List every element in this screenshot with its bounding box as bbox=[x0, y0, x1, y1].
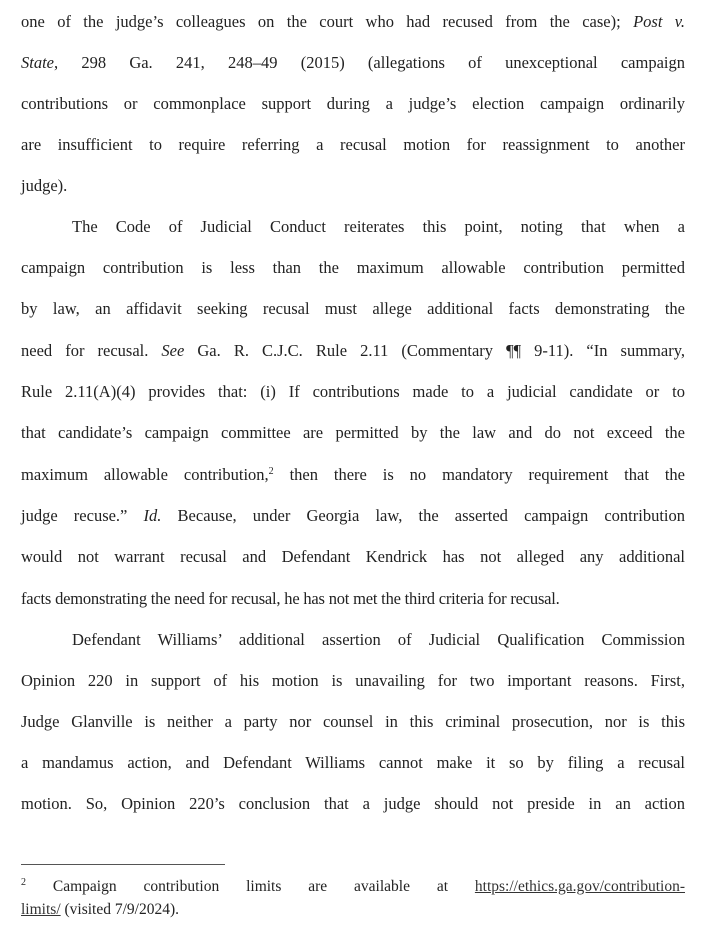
footnote-reference: 2 bbox=[268, 466, 274, 477]
footnote-marker: 2 bbox=[21, 877, 26, 888]
paragraph-first-line: The Code of Judicial Conduct reiterates this point, noting that when a bbox=[72, 217, 685, 236]
text-line: that candidate’s campaign committee are permitted by the law and do not exceed the bbox=[21, 423, 685, 442]
footnote-link-continued[interactable]: limits/ bbox=[21, 901, 61, 918]
text-line: would not warrant recusal and Defendant Kendrick has not alleged any additional bbox=[21, 547, 685, 566]
footnote: $^2$ Campaign contribution limits are available at https://ethics.ga.gov/contribution- bbox=[21, 877, 685, 895]
text-line: judge recuse.” Id. Because, under Georgia law, the asserted campaign contribution bbox=[21, 506, 685, 525]
paragraph-first-line: Defendant Williams’ additional assertion of Judicial Qualification Commission bbox=[72, 630, 685, 649]
text-line: one of the judge’s colleagues on the court who had recused from the case); Post v. bbox=[21, 12, 686, 31]
text-line: Judge Glanville is neither a party nor counsel in this criminal prosecution, nor is this bbox=[21, 712, 685, 731]
text-line: motion. So, Opinion 220’s conclusion that a judge should not preside in an action bbox=[21, 794, 685, 813]
text-line: a mandamus action, and Defendant Williams cannot make it so by filing a recusal bbox=[21, 753, 685, 772]
text-line: facts demonstrating the need for recusal, he has not met the third criteria for recusal. bbox=[21, 589, 560, 608]
text-line: are insufficient to require referring a recusal motion for reassignment to another bbox=[21, 135, 685, 154]
text-line: contributions or commonplace support during a judge’s election campaign ordinarily bbox=[21, 94, 685, 113]
footnote-link[interactable]: https://ethics.ga.gov/contribution- bbox=[474, 878, 685, 895]
text-line: maximum allowable contribution,$^2$ then there is no mandatory requirement that the bbox=[21, 465, 685, 484]
text-line: Rule 2.11(A)(4) provides that: (i) If contributions made to a judicial candidate or to bbox=[21, 382, 685, 401]
text-line: Opinion 220 in support of his motion is unavailing for two important reasons. First, bbox=[21, 671, 685, 690]
footnote-separator bbox=[21, 864, 225, 865]
case-name-italic: State bbox=[21, 53, 54, 72]
text-line: by law, an affidavit seeking recusal must allege additional facts demonstrating the bbox=[21, 299, 685, 318]
text-line: campaign contribution is less than the maximum allowable contribution permitted bbox=[21, 258, 685, 277]
text-line: judge). bbox=[21, 176, 68, 195]
text-line: State, 298 Ga. 241, 248–49 (2015) (allegations of unexceptional campaign bbox=[21, 53, 685, 72]
case-name-italic: Post v. bbox=[633, 12, 686, 31]
signal-italic: See bbox=[161, 341, 185, 360]
footnote: limits/ (visited 7/9/2024). bbox=[21, 901, 180, 918]
signal-italic: Id. bbox=[143, 506, 162, 525]
text-line: need for recusal. See Ga. R. C.J.C. Rule 2.11 (Commentary ¶¶ 9-11). “In summary, bbox=[21, 341, 686, 360]
